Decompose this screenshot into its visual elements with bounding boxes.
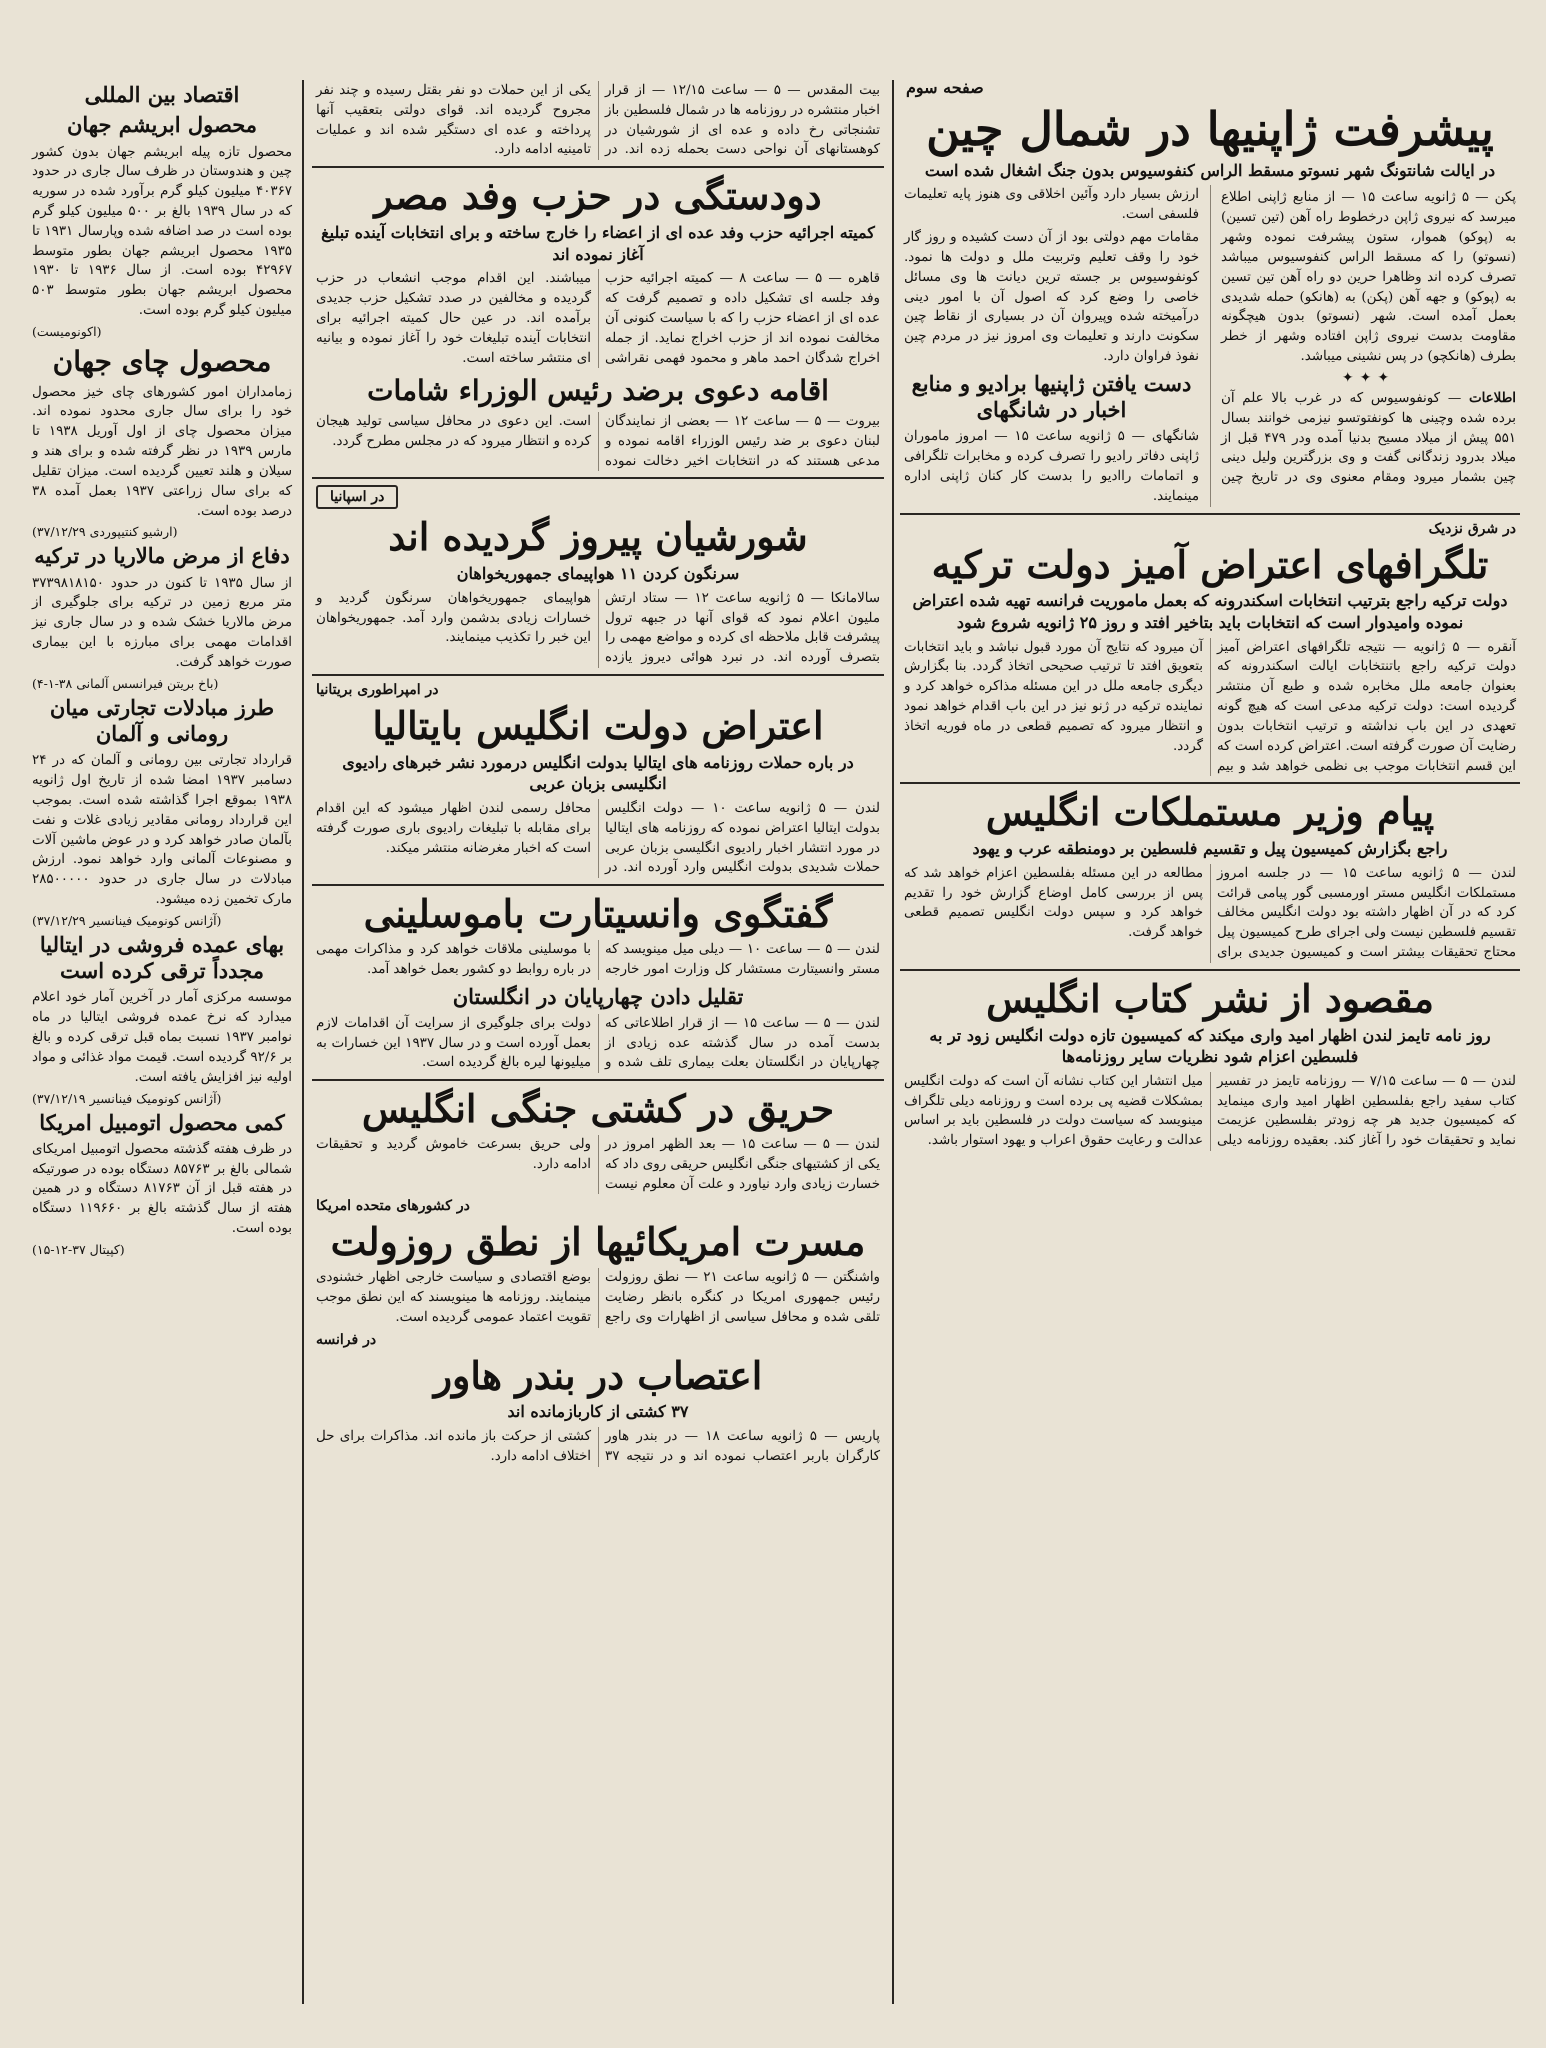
column-rule-right [892, 80, 894, 2004]
fire-body: لندن — ۵ — ساعت ۱۵ — بعد الظهر امروز در یکی از کشتیهای جنگی انگلیس حریقی روی داد که خسارت زیادی وارد نیاورد و علت آن معلوم نیست ولی حریق بسرعت خاموش گردید و تحقیقات ادامه دارد. [316, 1136, 880, 1192]
divider [900, 513, 1520, 515]
automobile-source: (کپیتال ۳۷-۱۲-۱۵) [32, 1241, 125, 1257]
egypt-body: قاهره — ۵ — ساعت ۸ — کمیته اجرائیه حزب وفد جلسه ای تشکیل داده و تصمیم گرفت که عده ای از اعضاء حزب را که با سیاست کنونی آن مخالفت نموده اند از حزب اخراج نماید. از جمله اخراج شدگان احمد ماهر و محمود فهمی نقراشی میباشند. این اقدام موجب انشعاب در حزب گردیده و مخالفین در صدد تشکیل حزب جدیدی برآمده اند. در عین حال کمیته اجرائیه برای انتخابات آینده تبلیغات خود را آغاز نموده و بیانیه ای منتشر ساخته است. [316, 271, 880, 366]
colonies-body: لندن — ۵ ژانویه ساعت ۱۵ — در جلسه امروز مستملکات انگلیس مستر اورمسبی گور پیامی قرائت کرد که در آن اظهار داشته بود دولت انگلیس مخالف تقسیم فلسطین نیست ولی اجرای طرح کمیسیون پیل محتاج تحقیقات بیشتر است و کمیسیون جدیدی برای مطالعه در این مسئله بفلسطین اعزام خواهد شد که پس از بررسی کامل اوضاع گزارش خود را تقدیم خواهد کرد و سپس دولت انگلیس تصمیم قطعی خواهد گرفت. [904, 865, 1516, 961]
trade-headline: طرز مبادلات تجارتی میان رومانی و آلمان [49, 694, 275, 746]
middle-column [312, 78, 884, 2008]
lebanon-body: بیروت — ۵ — ساعت ۱۲ — بعضی از نمایندگان لبنان دعوی بر ضد رئیس الوزراء اقامه نموده و مدعی هستند که در انتخابات اخیر دخالت نموده است. این دعوی در محافل سیاسی تولید هیجان کرده و انتظار میرود که در مجلس مطرح گردد. [316, 413, 880, 469]
spain-body: سالامانکا — ۵ ژانویه ساعت ۱۲ — ستاد ارتش ملیون اعلام نمود که قوای آنها در جبهه ترول پیشرفت قابل ملاحظه ای کرده و مواضع مهمی را بتصرف آورده اند. در نبرد هوائی دیروز یازده هواپیمای جمهوریخواهان سرنگون گردید و خسارات زیادی بدشمن وارد آمد. جمهوریخواهان این خبر را تکذیب مینمایند. [316, 590, 881, 666]
turkey-kicker: در شرق نزدیک [1428, 520, 1516, 537]
column-rule-left [302, 80, 304, 2004]
trade-body: قرارداد تجارتی بین رومانی و آلمان که در ۲۴ دسامبر ۱۹۳۷ امضا شده از تاریخ اول ژانویه ۱۹۳۸ بموقع اجرا گذاشته شده است. بموجب این قرارداد رومانی مقادیر زیادی غلات و نفت بآلمان صادر خواهد کرد و در عوض ماشین آلات و مصنوعات آلمانی وارد خواهد نمود. ارزش مبادلات در سال جاری در حدود ۲۸۵۰۰۰۰۰ مارک تخمین زده میشود. [32, 753, 292, 908]
info-title: اطلاعات [1468, 389, 1517, 406]
us-body: واشنگتن — ۵ ژانویه ساعت ۲۱ — نطق روزولت رئیس جمهوری امریکا در کنگره بانظر رضایت تلقی شده و محافل سیاسی از اظهارات وی راجع بوضع اقتصادی و سیاست خارجی اظهار خشنودی مینمایند. روزنامه ها مینویسند که این نطق موجب تقویت اعتماد عمومی گردیده است. [316, 1270, 880, 1325]
radio-body: شانگهای — ۵ ژانویه ساعت ۱۵ — امروز ماموران ژاپنی دفاتر رادیو را تصرف کرده و مخابرات تلگرافی و اتمامات راادیو را بدست کار کنان ژاپنی اداره مینمایند. [904, 429, 1199, 504]
right-column [900, 78, 1520, 2008]
spain-deck: سرنگون کردن ۱۱ هواپیمای جمهوریخواهان [456, 564, 740, 584]
divider [312, 674, 884, 676]
turkey-body: آنقره — ۵ ژانویه — نتیجه تلگرافهای اعتراض آمیز دولت ترکیه راجع باتنتخابات ایالت اسکندرونه که بعنوان جامعه ملل مخابره شده و طبع آن منتشر گردیده است: دولت ترکیه مدعی است که هیچ گونه تعهدی در این باب نداشته و ترتیب انتخابات بدون رضایت آن صورت گرفته است. اعتراض کرده است که این قسم انتخابات موجب بی نظمی خواهد شد و بیم آن میرود که نتایج آن مورد قبول نباشد و باید انتخابات بتعویق افتد تا ترتیب صحیحی اتخاذ گردد. بنا بگزارش دیگری جامعه ملل در این مسئله مذاکره خواهد کرد و نماینده ترکیه در ژنو نیز در این باب اقدام خواهد نمود و انتظار میرود که تصمیم قطعی در ماه فوریه اتخاذ گردد. [904, 639, 1517, 774]
malaria-body: از سال ۱۹۳۵ تا کنون در حدود ۳۷۳۹۸۱۸۱۵۰ متر مربع زمین در ترکیه برای جلوگیری از مرض مالاریا خشک شده و در سال جاری نیز اقدامات مهمی برای مبارزه با این بیماری صورت خواهد گرفت. [32, 575, 293, 670]
confucius-body: مقامات مهم دولتی بود از آن دست کشیده و روز گار خود را وقف تعلیم وتربیت ملل و دولت ها نمود. کونفوسیوس بر جسته ترین دیانت ها وی مسائل خاصی را وضع کرد که اصول آن با امور دینی درآمیخته شده وپیروان آن در بسیاری از نقاط چین سکونت دارند و تعلیمات وی امروز نیز در مردم چین نفوذ فراوان دارد. [904, 230, 1199, 365]
tea-source: (ارشیو کنتیپوردی ۳۷/۱۲/۲۹) [32, 524, 178, 540]
france-deck: ۳۷ کشتی از کاربازمانده اند [507, 1402, 689, 1422]
wholesale-headline: بهای عمده فروشی در ایتالیا مجدداً ترقی کرده است [39, 931, 285, 984]
spain-kicker: در اسپانیا [316, 485, 398, 509]
silk-source: (اکونومیست) [32, 323, 102, 339]
book-headline: مقصود از نشر کتاب انگلیس [986, 975, 1434, 1021]
malaria-headline: دفاع از مرض مالاریا در ترکیه [34, 543, 290, 569]
france-body: پاریس — ۵ ژانویه ساعت ۱۸ — در بندر هاور کارگران باربر اعتصاب نموده اند و در نتیجه ۳۷ کشتی از حرکت باز مانده اند. مذاکرات برای حل اختلاف ادامه دارد. [316, 1428, 880, 1464]
book-body: لندن — ۵ — ساعت ۷/۱۵ — روزنامه تایمز در تفسیر کتاب سفید راجع بفلسطین اظهار امید واری مینماید که کمیسیون جدید هر چه زودتر بفلسطین عزیمت نماید و تحقیقات خود را آغاز کند. بعقیده روزنامه دیلی میل انتشار این کتاب نشانه آن است که دولت انگلیس بمشکلات قضیه پی برده است و روزنامه دیلی تلگراف مینویسد که سیاست دولت در فلسطین باید بر اساس عدالت و رعایت حقوق اعراب و یهود استوار باشد. [904, 1073, 1516, 1149]
silk-headline: محصول ابریشم جهان [66, 112, 258, 138]
colonies-headline: پیام وزیر مستملکات انگلیس [985, 789, 1435, 835]
egypt-deck: کمیته اجرائیه حزب وفد عده ای از اعضاء را خارج ساخته و برای انتخابات آینده تبلیغ آغاز نموده اند [321, 223, 875, 264]
malaria-source: (باخ بریتن فیرانسس آلمانی ۳۸-۱-۴) [32, 675, 219, 691]
france-kicker: در فرانسه [316, 1331, 377, 1348]
trade-source: (آژانس کونومیک فینانسیر ۳۷/۱۲/۲۹) [32, 912, 222, 928]
economy-section-title: اقتصاد بین المللی [84, 82, 240, 107]
radio-headline: دست یافتن ژاپنیها برادیو و منابع اخبار در شانگهای [911, 370, 1192, 423]
book-deck: روز نامه تایمز لندن اظهار امید واری میکند که کمیسیون تازه دولت انگلیس زود تر به فلسطین اعزام شود نظریات سایر روزنامه‌ها [929, 1025, 1491, 1067]
tea-body: زمامداران امور کشورهای چای خیز محصول خود را برای سال جاری محدود نموده اند. میزان محصول چای از اول آوریل ۱۹۳۸ تا مارس ۱۹۳۹ در نظر گرفته شده و برای هند و سیلان و هلند تعیین گردیده است. میزان تقلیل که برای سال زراعتی ۱۹۳۷ بعمل آمده ۳۸ درصد بوده است. [32, 384, 292, 519]
vansittart-headline: گفتگوی وانسیتارت باموسلینی [363, 891, 833, 937]
page-label: صفحه سوم [906, 78, 984, 97]
china-body: پکن — ۵ ژانویه ساعت ۱۵ — از منابع ژاپنی اطلاع میرسد که نیروی ژاپن درخطوط راه آهن (تین تسین) به (پوکو) هموار، ستون پیشرفت نموده وشهر (نسوتو) را که مسقط الراس کنفوسیوس میباشد تصرف کرده اند وظاهرا حرین دو راه آهن تین تسین به (پوکو) و جهه آهن (پکن) به (هانکو) حمله شدیدی بعمل آمده است. شهر (نسوتو) بدون هیچگونه مقاومت بدست نیروی ژاپن افتاده وشهر از خطر بطرف (هانکچو) در پس نشینی میباشد. [1221, 190, 1516, 365]
vansittart-body: لندن — ۵ — ساعت ۱۰ — دیلی میل مینویسد که مستر وانسیتارت مستشار کل وزارت امور خارجه با موسلینی ملاقات خواهد کرد و مذاکرات مهمی در باره روابط دو کشور بعمل خواهد آمد. [316, 941, 880, 977]
china-article: پکن — ۵ ژانویه ساعت ۱۵ — از منابع ژاپنی اطلاع میرسد که نیروی ژاپن درخطوط راه آهن (تین تسین) به (پوکو) هموار، ستون پیشرفت نموده وشهر (نسوتو) را که مسقط الراس کنفوسیوس میباشد تصرف کرده اند وظاهرا حرین دو راه آهن تین تسین به (پوکو) و جهه آهن (پکن) به (هانکو) حمله شدیدی بعمل آمده است. شهر (نسوتو) بدون هیچگونه مقاومت بدست نیروی ژاپن افتاده وشهر از خطر بطرف (هانکچو) در پس نشینی میباشد. ✦✦✦ اطلاعات — کونفوسیوس که در غرب بالا علم آن برده شده وچینی ها کونفتوتسو نیزمی خوانند بسال ۵۵۱ پیش از میلاد مسیح بدنیا آمده ودر ۴۷۹ قبل از میلاد بدرود زندگانی گفت و وی بزرگترین ولیل دینی چین بشمار میرود ومقام معنوی وی در تاریخ چین ارزش بسیار دارد وآئین اخلاقی وی هنوز پایه تعلیمات فلسفی است. مقامات مهم دولتی بود از آن دست کشیده و روز گار خود را وقف تعلیم وتربیت ملل و دولت ها نمود. کونفوسیوس بر جسته ترین دیانت ها وی مسائل خاصی را وضع کرد که اصول آن با امور دینی درآمیخته شده وپیروان آن در بسیاری از نقاط چین سکونت دارند و تعلیمات وی امروز نیز در مردم چین نفوذ فراوان دارد. دست یافتن ژاپنیها برادیو و منابع اخبار در شانگهای شانگهای — ۵ ژانویه ساعت ۱۵ — امروز ماموران ژاپنی دفاتر رادیو را تصرف کرده و مخابرات تلگرافی و اتمامات راادیو را بدست کار کنان ژاپنی اداره مینمایند. [900, 185, 1520, 506]
italy-deck: در باره حملات روزنامه های ایتالیا بدولت انگلیس درمورد نشر خبرهای رادیوی انگلیسی بزبان عربی [342, 752, 854, 794]
us-headline: مسرت امریکائیها از نطق روزولت [330, 1219, 866, 1265]
divider [900, 782, 1520, 784]
info-body: کونفوسیوس که در غرب بالا علم آن برده شده وچینی ها کونفتوتسو نیزمی خوانند بسال ۵۵۱ پیش از میلاد مسیح بدنیا آمده ودر ۴۷۹ قبل از میلاد بدرود زندگانی گفت و وی بزرگترین ولیل دینی چین بشمار میرود ومقام معنوی وی در تاریخ چین ارزش بسیار دارد وآئین اخلاقی وی هنوز پایه تعلیمات فلسفی است. [904, 187, 1516, 486]
silk-body: محصول تازه پیله ابریشم جهان بدون کشور چین و هندوستان در ظرف سال جاری در حدود ۴۰۳۶۷ میلیون کیلو گرم برآورد شده در سوریه که در سال ۱۹۳۹ بالغ بر ۵۰۰ میلیون کیلو گرم بوده است در صد اضافه شده وپارسال ۱۹۳۱ تا ۱۹۳۵ محصول ابریشم جهان بطور متوسط ۴۲۹۶۷ بوده است. از سال ۱۹۳۶ تا ۱۹۳۰ محصول ابریشم جهان بطور متوسط ۵۰۳ میلیون کیلو گرم بوده است. [32, 144, 293, 319]
fire-headline: حریق در کشتی جنگی انگلیس [361, 1086, 835, 1132]
italy-headline: اعتراض دولت انگلیس بایتالیا [372, 703, 824, 748]
turkey-deck: دولت ترکیه راجع بترتیب انتخابات اسکندرونه که بعمل ماموریت فرانسه تهیه شده اعتراض نموده وامیدوار است که انتخابات باید بتاخیر افتد و روز ۲۵ ژانویه شروع شود [912, 591, 1508, 633]
spain-headline: شورشیان پیروز گردیده اند [388, 514, 808, 560]
left-column [28, 78, 296, 2008]
china-deck: در ایالت شانتونگ شهر نسوتو مسقط الراس کنفوسیوس بدون جنگ اشغال شده است [924, 160, 1496, 180]
colonies-deck: راجع بگزارش کمیسیون پیل و تقسیم فلسطین بر دومنطقه عرب و یهود [972, 839, 1448, 859]
italy-body: لندن — ۵ ژانویه ساعت ۱۰ — دولت انگلیس بدولت ایتالیا اعتراض نموده که روزنامه های ایتالیا در مورد انتشار اخبار رادیوی انگلیسی بزبان عربی حملات شدیدی بدولت انگلیس وارد آورده اند. در محافل رسمی لندن اظهار میشود که این اقدام برای مقابله با تبلیغات رادیوی باری صورت گرفته است که اخبار مغرضانه منتشر میکند. [316, 800, 880, 876]
wholesale-source: (آژانس کونومیک فینانسیر ۳۷/۱۲/۱۹) [32, 1090, 222, 1106]
separator-ornament: ✦✦✦ [1341, 369, 1396, 386]
wholesale-body: موسسه مرکزی آمار در آخرین آمار خود اعلام میدارد که نرخ عمده فروشی ایتالیا در ماه نوامبر ۱۹۳۷ نسبت بماه قبل ترقی کرده و بالغ بر ۹۲/۶ گردیده است. قیمت مواد غذائی و مواد اولیه نیز افزایش یافته است. [32, 990, 293, 1085]
livestock-headline: تقلیل دادن چهارپایان در انگلستان [452, 983, 744, 1009]
divider [900, 969, 1520, 971]
automobile-body: در ظرف هفته گذشته محصول اتومبیل امریکای شمالی بالغ بر ۸۵۷۶۳ دستگاه بوده در صورتیکه در هفته قبل از آن ۸۱۷۶۳ دستگاه و در همین هفته از سال گذشته بالغ بر ۱۱۹۶۶۰ دستگاه بوده است. [32, 1141, 292, 1237]
automobile-headline: کمی محصول اتومبیل امریکا [39, 1109, 285, 1135]
divider [312, 884, 884, 886]
us-kicker: در کشورهای متحده امریکا [316, 1198, 470, 1215]
jerusalem-body: بیت المقدس — ۵ — ساعت ۱۲/۱۵ — از قرار اخبار منتشره در روزنامه ها در شمال فلسطین باز تشنجاتی رخ داده و عده ای از شورشیان در کوهستانهای آن نواحی دست بحمله زده اند. در یکی از این حملات دو نفر بقتل رسیده و چند نفر مجروح گردیده اند. قوای دولتی بتعقیب آنها پرداخته و عده ای دستگیر شده اند و عملیات تامینیه ادامه دارد. [316, 83, 880, 158]
turkey-headline: تلگرافهای اعتراض آمیز دولت ترکیه [931, 541, 1489, 587]
france-headline: اعتصاب در بندر هاور [433, 1352, 763, 1398]
divider [312, 1079, 884, 1081]
divider [312, 166, 884, 168]
tea-headline: محصول چای جهان [52, 344, 272, 378]
livestock-body: لندن — ۵ — ساعت ۱۵ — از قرار اطلاعاتی که بدست آمده در سال گذشته عده زیادی از چهارپایان در انگلستان بعلت بیماری تلف شده و دولت برای جلوگیری از سرایت آن اقدامات لازم بعمل آورده است و در سال ۱۹۳۷ این خسارات به میلیونها لیره بالغ گردیده است. [316, 1015, 880, 1071]
italy-kicker: در امپراطوری بریتانیا [316, 682, 439, 698]
egypt-headline: دودستگی در حزب وفد مصر [374, 173, 822, 219]
china-headline: پیشرفت ژاپنیها در شمال چین [926, 102, 1494, 156]
divider [312, 477, 884, 479]
lebanon-headline: اقامه دعوی برضد رئیس الوزراء شامات [367, 374, 829, 408]
